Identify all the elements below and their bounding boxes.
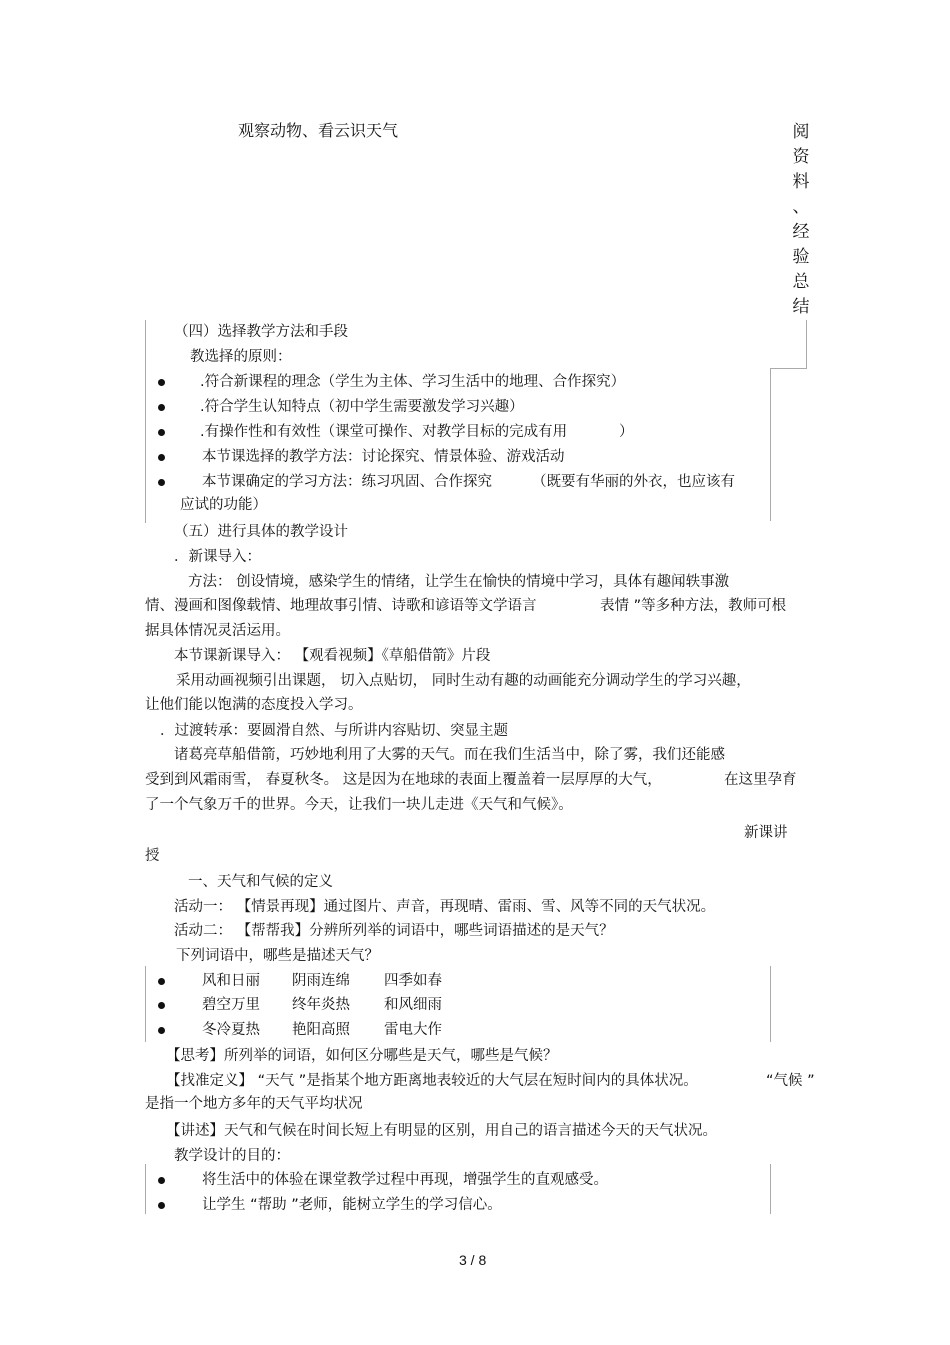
- word-cell: 终年炎热: [292, 997, 350, 1013]
- section4-heading: （四）选择教学方法和手段: [174, 324, 348, 340]
- bullet-icon: [158, 978, 165, 985]
- think-prompt: 【思考】所列举的词语，如何区分哪些是天气，哪些是气候？: [166, 1048, 558, 1064]
- activity-two: 活动二： 【帮帮我】分辨所列举的词语中，哪些词语描述的是天气？: [174, 923, 614, 939]
- frame-line-right-words: [770, 966, 771, 1042]
- principle-item: .有操作性和有效性（课堂可操作、对教学目标的完成有用: [200, 424, 568, 440]
- story-line: 诸葛亮草船借箭，巧妙地利用了大雾的天气。而在我们生活当中，除了雾，我们还能感: [174, 747, 725, 763]
- word-question: 下列词语中，哪些是描述天气？: [176, 948, 379, 964]
- frame-line-right-top: [806, 320, 807, 368]
- story-line: 了一个气象万千的世界。今天，让我们一块儿走进《天气和气候》。: [145, 797, 573, 813]
- frame-line-left-words: [145, 966, 146, 1042]
- story-line: 受到到风霜雨雪， 春夏秋冬。 这是因为在地球的表面上覆盖着一层厚厚的大气，: [145, 772, 662, 788]
- word-cell: 碧空万里: [202, 997, 260, 1013]
- bullet-icon: [158, 1202, 165, 1209]
- story-line: 在这里孕育: [724, 772, 797, 788]
- side-note-char: 料: [792, 172, 810, 192]
- bullet-icon: [158, 454, 165, 461]
- word-cell: 和风细雨: [384, 997, 442, 1013]
- purpose-label: 教学设计的目的：: [174, 1148, 290, 1164]
- principle-item: 本节课选择的教学方法：讨论探究、情景体验、游戏活动: [202, 449, 565, 465]
- word-cell: 雷电大作: [384, 1022, 442, 1038]
- side-note-char: 总: [792, 272, 810, 292]
- method-line: 情、漫画和图像载情、地理故事引情、诗歌和谚语等文学语言: [145, 598, 537, 614]
- definition-climate: 是指一个地方多年的天气平均状况: [145, 1096, 363, 1112]
- purpose-item: 让学生 “帮助 ”老师，能树立学生的学习信心。: [202, 1197, 502, 1213]
- side-note: [790, 120, 812, 320]
- definition-climate-term: “气候 ”: [766, 1073, 815, 1089]
- bullet-icon: [158, 479, 165, 486]
- bullet-icon: [158, 404, 165, 411]
- method-line: 表情 ”等多种方法，教师可根: [600, 598, 787, 614]
- bullet-icon: [158, 1177, 165, 1184]
- word-cell: 冬冷夏热: [202, 1022, 260, 1038]
- side-note-char: 结: [792, 297, 810, 317]
- frame-line-right-bottom: [770, 1164, 771, 1214]
- word-cell: 阴雨连绵: [292, 973, 350, 989]
- animation-line: 让他们能以饱满的态度投入学习。: [145, 697, 363, 713]
- frame-line-right-mid: [770, 368, 771, 521]
- section5-heading: （五）进行具体的教学设计: [174, 524, 348, 540]
- explain-line: 【讲述】天气和气候在时间长短上有明显的区别，用自己的语言描述今天的天气状况。: [166, 1123, 717, 1139]
- page-title: 观察动物、看云识天气: [238, 121, 399, 140]
- side-note-char: 经: [792, 222, 810, 242]
- principle-item: .符合新课程的理念（学生为主体、学习生活中的地理、合作探究）: [200, 374, 626, 390]
- animation-line: 采用动画视频引出课题， 切入点贴切， 同时生动有趣的动画能充分调动学生的学习兴趣，: [176, 673, 751, 689]
- part1-heading: 一、天气和气候的定义: [188, 874, 333, 890]
- word-cell: 四季如春: [384, 973, 442, 989]
- side-note-char: 验: [792, 247, 810, 267]
- method-line: 据具体情况灵活运用。: [145, 623, 290, 639]
- new-lesson-label-cont: 授: [145, 848, 160, 864]
- bullet-icon: [158, 429, 165, 436]
- transition-line: ．过渡转承：要圆滑自然、与所讲内容贴切、突显主题: [160, 723, 508, 739]
- lesson-intro: 本节课新课导入： 【观看视频】《草船借箭》片段: [174, 648, 491, 664]
- frame-line-left-bottom: [145, 1164, 146, 1214]
- side-note-char: 阅: [792, 122, 810, 142]
- new-lesson-label: 新课讲: [744, 825, 788, 841]
- frame-line-left-top: [145, 320, 146, 523]
- intro-label: ．新课导入：: [174, 549, 261, 565]
- method-line: 方法： 创设情境，感染学生的情绪，让学生在愉快的情境中学习，具体有趣闻轶事激: [188, 574, 730, 590]
- activity-one: 活动一： 【情景再现】通过图片、声音，再现晴、雷雨、雪、风等不同的天气状况。: [174, 899, 716, 915]
- side-note-char: 、: [792, 197, 810, 217]
- bullet-icon: [158, 1002, 165, 1009]
- word-cell: 艳阳高照: [292, 1022, 350, 1038]
- principle-item-close: ）: [619, 424, 634, 440]
- principle-item-note: （既要有华丽的外衣，也应该有: [532, 474, 735, 490]
- principle-item-continued: 应试的功能）: [180, 497, 267, 513]
- definition-weather: 【找准定义】 “天气 ”是指某个地方距离地表较近的大气层在短时间内的具体状况。: [166, 1073, 698, 1089]
- principle-item: 本节课确定的学习方法：练习巩固、合作探究: [202, 474, 492, 490]
- purpose-item: 将生活中的体验在课堂教学过程中再现，增强学生的直观感受。: [202, 1172, 608, 1188]
- bullet-icon: [158, 1027, 165, 1034]
- bullet-icon: [158, 379, 165, 386]
- principles-label: 教选择的原则：: [190, 349, 292, 365]
- word-cell: 风和日丽: [202, 973, 260, 989]
- principle-item: .符合学生认知特点（初中学生需要激发学习兴趣）: [200, 399, 524, 415]
- page-number: 3 / 8: [459, 1252, 487, 1268]
- frame-line-h-top: [770, 368, 807, 369]
- side-note-char: 资: [792, 147, 810, 167]
